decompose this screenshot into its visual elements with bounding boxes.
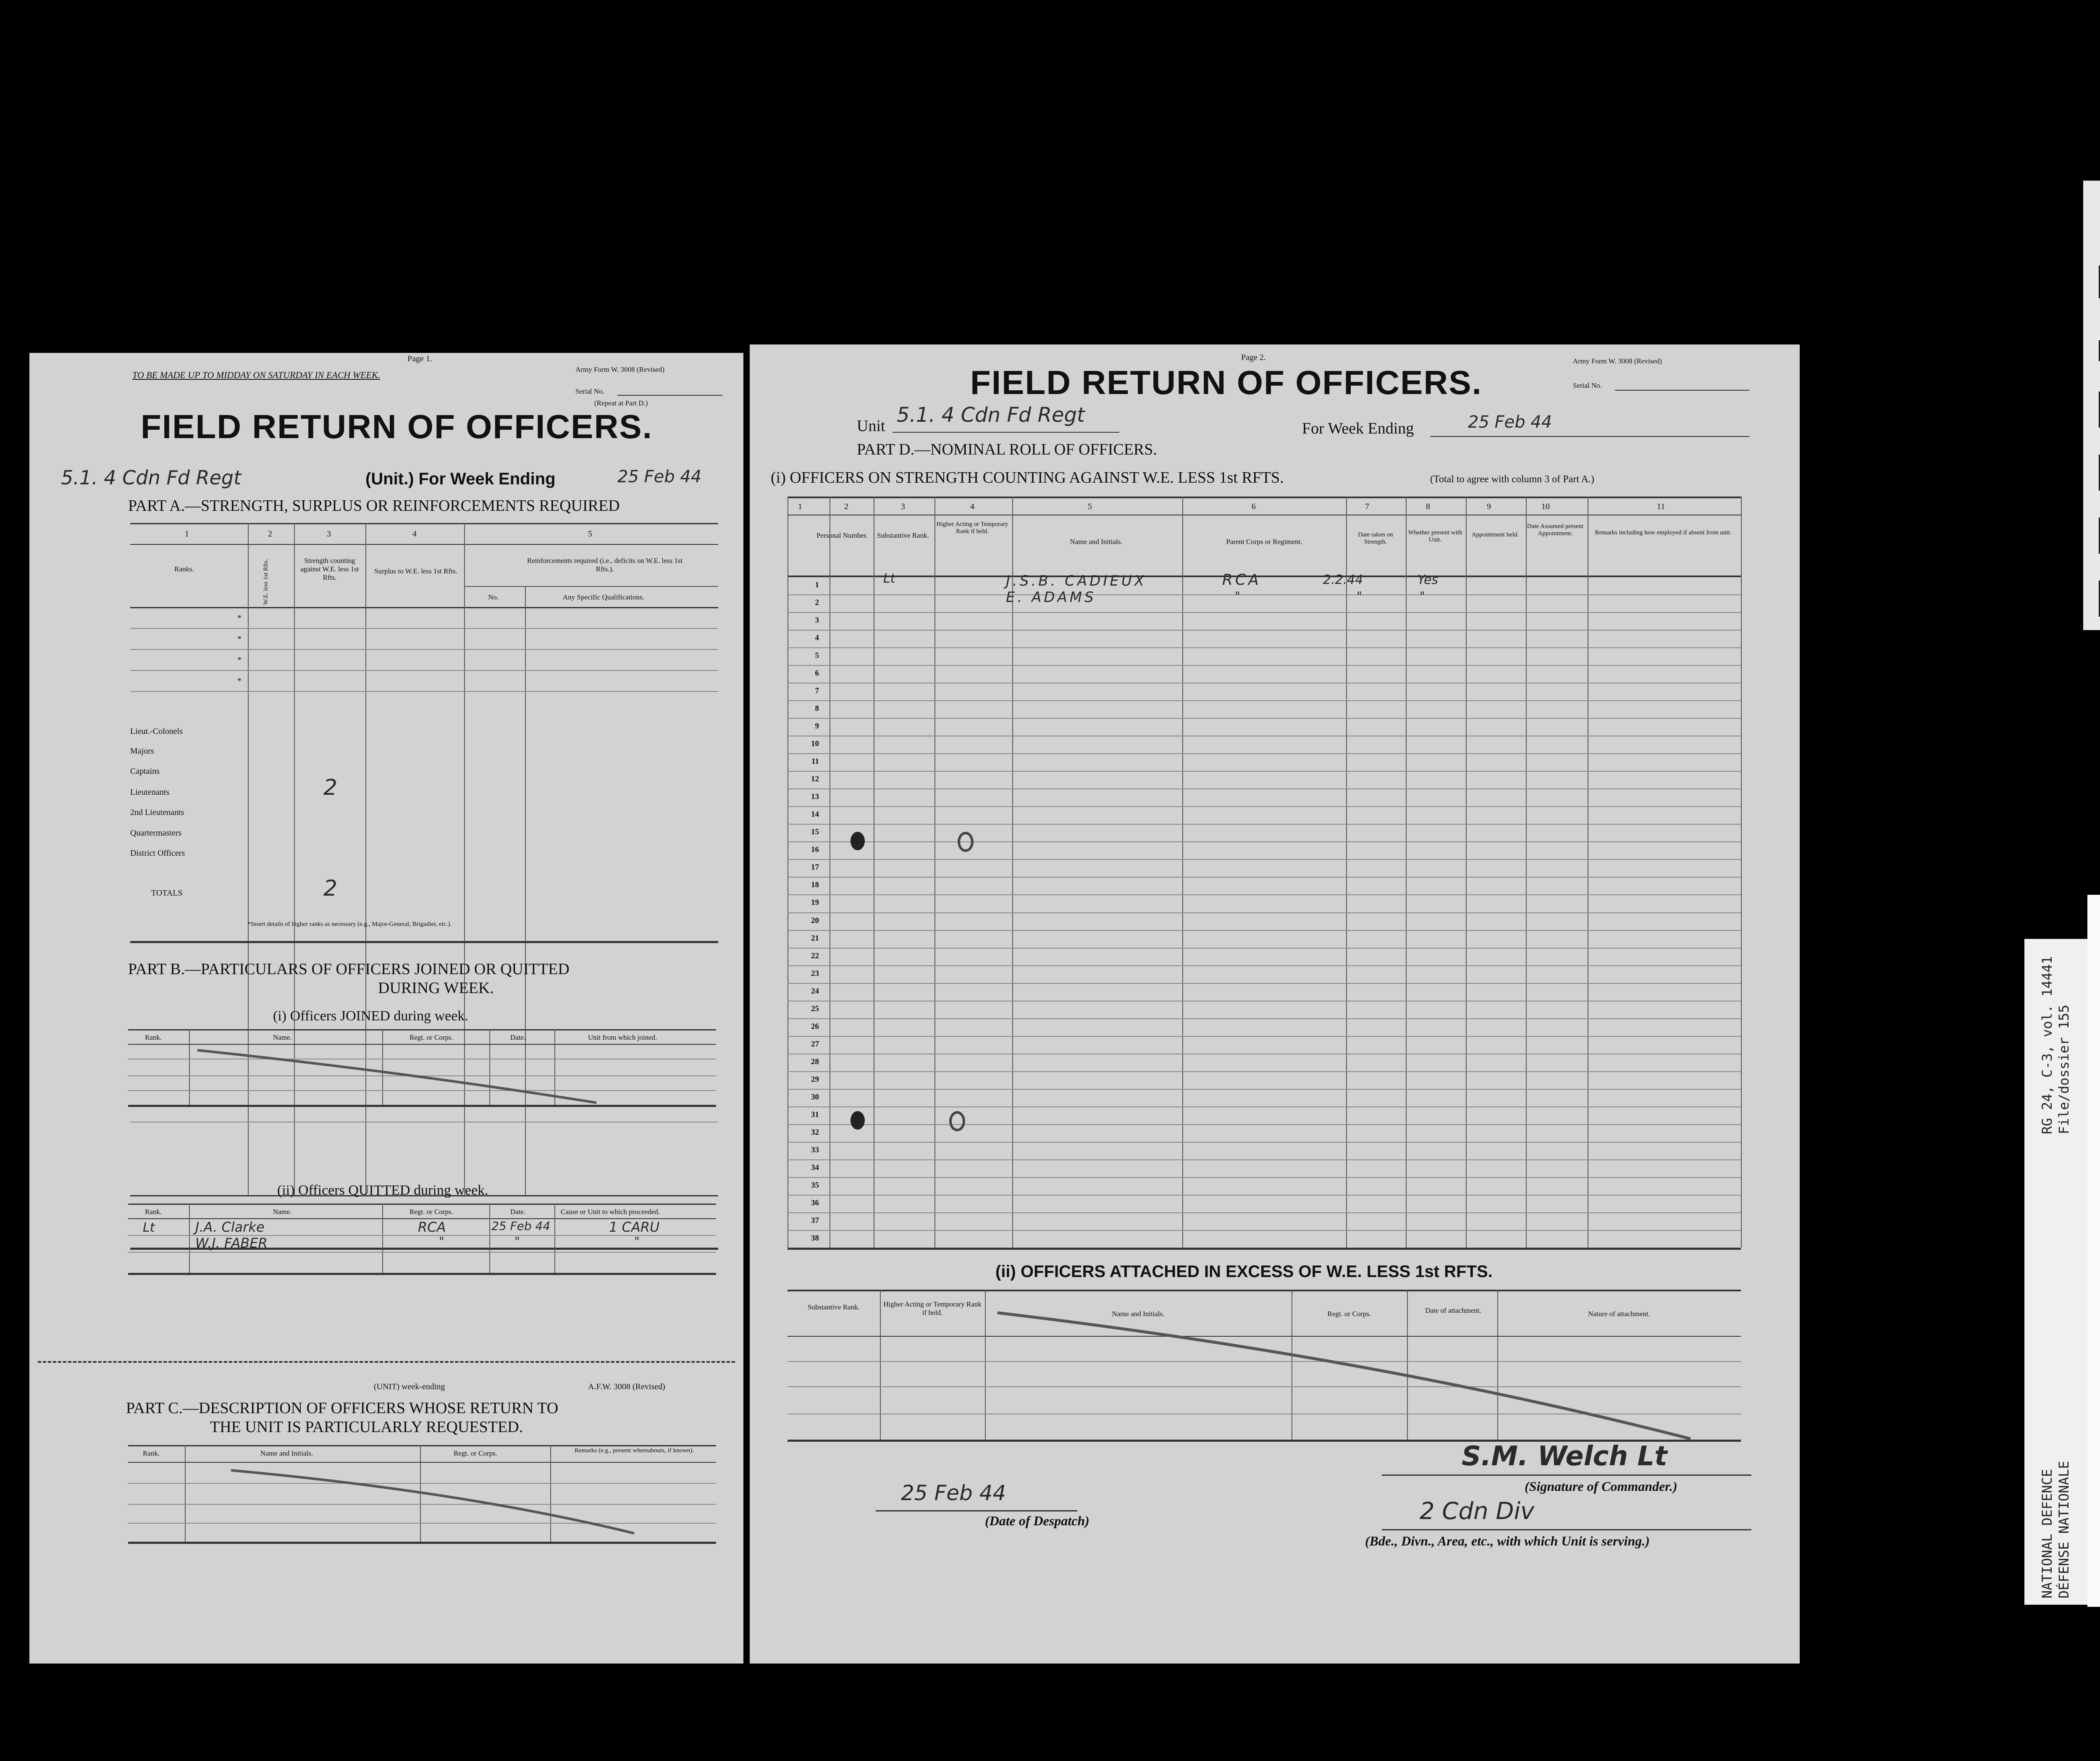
joined-col-date: Date.	[510, 1033, 526, 1041]
col-date-strength: Date taken on Strength.	[1358, 531, 1393, 545]
week-line-2	[1430, 436, 1749, 437]
roll-col-num-5: 5	[1088, 502, 1092, 511]
joined-col-name: Name.	[273, 1033, 292, 1041]
col-remarks: Remarks including how employed if absent from unit.	[1595, 529, 1732, 536]
roll-col-num-7: 7	[1365, 502, 1369, 511]
page-2-serial-line	[1615, 390, 1749, 391]
entry-2-name: E. ADAMS	[1006, 589, 1096, 606]
rank-lieutenants: Lieutenants	[130, 788, 170, 797]
row-number: 12	[811, 775, 819, 783]
col-num-5: 5	[588, 529, 592, 539]
roll-col-num-10: 10	[1541, 502, 1550, 511]
row-number: 13	[811, 792, 819, 801]
signature-label: (Signature of Commander.)	[1525, 1479, 1677, 1494]
col-present: Whether present with Unit.	[1408, 529, 1462, 543]
joined-col-unit: Unit from which joined.	[588, 1033, 657, 1041]
entry-1-present: Yes	[1418, 573, 1438, 587]
form-page-1	[29, 353, 743, 1664]
row-number: 8	[815, 704, 819, 713]
row-number: 4	[815, 633, 819, 642]
ii-col-nature: Nature of attachment.	[1588, 1310, 1650, 1318]
part-c-title-2: THE UNIT IS PARTICULARLY REQUESTED.	[210, 1418, 523, 1436]
row-number: 20	[811, 916, 819, 925]
grid-row-line	[788, 1124, 1741, 1125]
part-b-title-1: PART B.—PARTICULARS OF OFFICERS JOINED OR QUITTED	[128, 960, 570, 978]
roll-col-num-3: 3	[901, 502, 905, 511]
ii-col-date: Date of attachment.	[1425, 1306, 1481, 1314]
formation-line	[1382, 1529, 1751, 1530]
page-2-serial-label: Serial No.	[1573, 381, 1602, 389]
col-no: No.	[488, 593, 499, 601]
roll-col-num-6: 6	[1252, 502, 1256, 511]
part-c-void-stroke	[189, 1466, 651, 1538]
rank-quartermasters: Quartermasters	[130, 828, 182, 838]
page-2-label: Page 2.	[1241, 353, 1266, 362]
entry-1-date: 2.2.44	[1323, 573, 1363, 587]
grid-row-line	[788, 841, 1741, 842]
quitted-col-name: Name.	[273, 1208, 292, 1216]
row-number: 7	[815, 686, 819, 695]
page-2-title: FIELD RETURN OF OFFICERS.	[970, 364, 1482, 401]
col-num-2: 2	[268, 529, 272, 539]
page-title: FIELD RETURN OF OFFICERS.	[141, 408, 653, 445]
quitted-col-rank: Rank.	[145, 1208, 162, 1216]
commander-signature: S.M. Welch Lt	[1462, 1441, 1667, 1472]
roll-col-num-4: 4	[970, 502, 974, 511]
row-number: 30	[811, 1093, 819, 1101]
quitted-col-corps: Regt. or Corps.	[410, 1208, 453, 1216]
unit-value: 5.1. 4 Cdn Fd Regt	[61, 466, 242, 489]
week-label-2: For Week Ending	[1302, 420, 1414, 437]
page-2-form-id: Army Form W. 3008 (Revised)	[1573, 357, 1662, 365]
quitted-row-1-name: J.A. Clarke	[195, 1219, 265, 1235]
grid-column-line	[1406, 497, 1407, 1248]
instruction-text: TO BE MADE UP TO MIDDAY ON SATURDAY IN EACH WEEK.	[132, 370, 381, 380]
entry-2-present: "	[1420, 589, 1425, 603]
grid-row-line	[788, 612, 1741, 613]
dept-fr: DÉFENSE NATIONALE	[2056, 1461, 2072, 1598]
grid-row-line	[788, 665, 1741, 666]
despatch-label: (Date of Despatch)	[985, 1513, 1089, 1528]
col-we: W.E. less 1st Rfts.	[262, 559, 269, 605]
grid-row-line	[788, 647, 1741, 648]
roll-col-num-11: 11	[1657, 502, 1665, 511]
form-id: Army Form W. 3008 (Revised)	[575, 365, 665, 373]
entry-2-date: "	[1357, 589, 1362, 603]
row-number: 24	[811, 987, 819, 996]
col-num-4: 4	[412, 529, 417, 539]
col-strength: Strength counting against W.E. less 1st Rfts.	[300, 557, 359, 581]
punch-hole	[850, 832, 865, 850]
entry-1-name: J.S.B. CADIEUX	[1006, 573, 1147, 589]
part-c-col-rank: Rank.	[143, 1449, 160, 1457]
grid-row-line	[788, 594, 1741, 595]
attached-void-stroke	[993, 1306, 1707, 1443]
ii-col-name: Name and Initials.	[1112, 1310, 1165, 1318]
part-c-slip-form: A.F.W. 3008 (Revised)	[588, 1382, 665, 1391]
grid-row-line	[788, 912, 1741, 913]
col-parent-corps: Parent Corps or Regiment.	[1226, 538, 1302, 546]
quitted-col-date: Date.	[510, 1208, 526, 1216]
row-number: 18	[811, 880, 819, 889]
grid-row-line	[788, 1018, 1741, 1019]
grid-column-line	[934, 497, 935, 1248]
grid-row-line	[788, 877, 1741, 878]
formation-label: (Bde., Divn., Area, etc., with which Unit is serving.)	[1365, 1533, 1650, 1548]
serial-line	[617, 395, 722, 396]
grid-column-line	[1012, 497, 1013, 1248]
grid-row-line	[788, 1142, 1741, 1143]
row-number: 5	[815, 651, 819, 660]
col-num-1: 1	[185, 529, 189, 539]
row-number: 34	[811, 1163, 819, 1172]
week-ending-value: 25 Feb 44	[617, 467, 702, 486]
unit-line-2	[892, 432, 1119, 433]
col-date-assumed: Date Assumed present Appointment.	[1527, 523, 1584, 537]
roll-col-num-2: 2	[844, 502, 848, 511]
joined-col-corps: Regt. or Corps.	[410, 1033, 453, 1041]
form-page-2	[750, 344, 1800, 1664]
part-c-col-remarks: Remarks (e.g., present whereabouts, if known).	[574, 1447, 694, 1454]
row-number: 32	[811, 1128, 819, 1137]
section-ii-title: (ii) OFFICERS ATTACHED IN EXCESS OF W.E. LESS 1st RFTS.	[995, 1262, 1493, 1281]
grid-row-line	[788, 630, 1741, 631]
grid-row-line	[788, 753, 1741, 754]
quitted-row-2-corps: "	[439, 1234, 444, 1248]
part-a-footnote: *Insert details of higher ranks as necessary (e.g., Major-General, Brigadier, etc.).	[248, 921, 452, 928]
col-qual: Any Specific Qualifications.	[563, 593, 645, 601]
row-number: 25	[811, 1004, 819, 1013]
part-b-title-2: DURING WEEK.	[378, 979, 494, 997]
grid-row-line	[788, 948, 1741, 949]
row-number: 26	[811, 1022, 819, 1031]
page-label: Page 1.	[407, 354, 432, 363]
rank-majors: Majors	[130, 746, 154, 756]
quitted-row-1-date: 25 Feb 44	[491, 1219, 551, 1233]
despatch-line	[876, 1510, 1077, 1511]
row-number: 31	[811, 1110, 819, 1119]
roll-col-num-8: 8	[1426, 502, 1430, 511]
star-row-4: *	[237, 676, 242, 686]
col-appointment: Appointment held.	[1471, 531, 1519, 538]
unit-label-2: Unit	[857, 417, 885, 435]
part-c-col-name: Name and Initials.	[260, 1449, 313, 1457]
part-c-col-corps: Regt. or Corps.	[454, 1449, 497, 1457]
part-a-bottom-rule	[130, 941, 718, 943]
roll-col-num-1: 1	[798, 502, 802, 511]
row-number: 19	[811, 898, 819, 907]
grid-row-line	[788, 700, 1741, 701]
ii-col-higher: Higher Acting or Temporary Rank if held.	[883, 1300, 982, 1317]
row-number: 17	[811, 863, 819, 872]
national-archives-stamp	[2087, 895, 2100, 1607]
joined-title: (i) Officers JOINED during week.	[273, 1008, 468, 1024]
grid-row-line	[788, 1177, 1741, 1178]
col-num-3: 3	[327, 529, 331, 539]
quitted-row-1-corps: RCA	[418, 1219, 446, 1235]
rank-district-officers: District Officers	[130, 849, 185, 858]
grid-row-line	[788, 1195, 1741, 1196]
col-personal-number: Personal Number.	[816, 531, 868, 539]
row-number: 23	[811, 969, 819, 978]
row-number: 35	[811, 1181, 819, 1190]
grid-row-line	[788, 824, 1741, 825]
lieutenants-strength: 2	[323, 775, 338, 800]
rank-captains: Captains	[130, 767, 160, 776]
col-reinf: Reinforcements required (i.e., deficits on W.E. less 1st Rfts.).	[527, 557, 683, 573]
star-row-2: *	[237, 634, 242, 644]
grid-row-line	[788, 1159, 1741, 1160]
quitted-row-2-date: "	[514, 1234, 520, 1248]
quitted-row-1-cause: 1 CARU	[609, 1219, 660, 1235]
grid-column-line	[1182, 497, 1183, 1248]
entry-1-rank: Lt	[883, 571, 895, 586]
serial-label: Serial No.	[575, 387, 604, 395]
grid-row-line	[788, 965, 1741, 966]
grid-row-line	[788, 718, 1741, 719]
section-i-note: (Total to agree with column 3 of Part A.)	[1430, 474, 1594, 485]
row-number: 10	[811, 739, 819, 748]
frame-number-stamp	[2083, 181, 2100, 630]
rank-2nd-lieutenants: 2nd Lieutenants	[130, 808, 184, 817]
grid-column-line	[1526, 497, 1527, 1248]
row-number: 15	[811, 828, 819, 836]
row-number: 29	[811, 1075, 819, 1084]
grid-row-line	[788, 930, 1741, 931]
row-number: 9	[815, 722, 819, 731]
quitted-col-cause: Cause or Unit to which proceeded.	[561, 1208, 660, 1216]
row-number: 38	[811, 1234, 819, 1243]
row-number: 37	[811, 1216, 819, 1225]
col-surplus: Surplus to W.E. less 1st Rfts.	[374, 567, 457, 575]
row-number: 11	[811, 757, 819, 766]
grid-row-line	[788, 771, 1741, 772]
row-number: 1	[815, 581, 819, 589]
star-row-1: *	[237, 613, 242, 623]
grid-row-line	[788, 894, 1741, 895]
row-number: 6	[815, 669, 819, 678]
grid-row-line	[788, 1036, 1741, 1037]
grid-column-line	[1741, 497, 1742, 1248]
archive-ref-1: RG 24, C-3, vol. 14441	[2039, 956, 2055, 1134]
part-d-title: PART D.—NOMINAL ROLL OF OFFICERS.	[857, 441, 1157, 458]
grid-row-line	[788, 1230, 1741, 1231]
grid-row-line	[788, 1212, 1741, 1213]
despatch-value: 25 Feb 44	[901, 1481, 1006, 1505]
row-number: 21	[811, 934, 819, 943]
grid-column-line	[1346, 497, 1347, 1248]
roll-col-num-9: 9	[1487, 502, 1491, 511]
perforation-line	[38, 1361, 735, 1363]
col-higher-rank: Higher Acting or Temporary Rank if held.	[936, 521, 1008, 535]
quitted-row-2-name: W.J. FABER	[195, 1235, 268, 1251]
quitted-row-2-cause: "	[634, 1234, 640, 1248]
signature-line	[1382, 1475, 1751, 1476]
punch-hole	[850, 1111, 865, 1130]
unit-value-2: 5.1. 4 Cdn Fd Regt	[897, 403, 1085, 427]
joined-void-stroke	[189, 1046, 609, 1107]
ii-col-corps: Regt. or Corps.	[1327, 1310, 1371, 1318]
totals-strength: 2	[323, 876, 338, 901]
unit-label: (Unit.) For Week Ending	[365, 470, 556, 488]
section-i-title: (i) OFFICERS ON STRENGTH COUNTING AGAINST W.E. LESS 1st RFTS.	[771, 469, 1284, 486]
row-number: 27	[811, 1040, 819, 1049]
col-name-initials: Name and Initials.	[1070, 538, 1123, 546]
col-ranks: Ranks.	[174, 565, 194, 573]
row-number: 3	[815, 616, 819, 625]
ii-col-substantive: Substantive Rank.	[808, 1303, 860, 1311]
row-number: 33	[811, 1146, 819, 1154]
col-substantive-rank: Substantive Rank.	[877, 531, 929, 539]
archive-reference-stamp	[2024, 939, 2087, 1605]
part-c-slip-unit: (UNIT) week-ending	[374, 1382, 445, 1391]
punch-hole	[958, 832, 974, 852]
week-value-2: 25 Feb 44	[1468, 413, 1552, 432]
grid-row-line	[788, 983, 1741, 984]
row-number: 36	[811, 1199, 819, 1207]
rank-lieut-colonels: Lieut.-Colonels	[130, 727, 183, 736]
archive-ref-2: File/dossier 155	[2056, 1004, 2072, 1134]
formation-value: 2 Cdn Div	[1420, 1498, 1535, 1525]
part-a-title: PART A.—STRENGTH, SURPLUS OR REINFORCEMENTS REQUIRED	[128, 497, 620, 515]
quitted-row-1-rank: Lt	[143, 1220, 155, 1235]
star-row-3: *	[237, 655, 242, 665]
joined-col-rank: Rank.	[145, 1033, 162, 1041]
entry-2-corps: "	[1235, 589, 1240, 603]
totals-label: TOTALS	[151, 888, 183, 898]
row-number: 16	[811, 845, 819, 854]
row-number: 22	[811, 951, 819, 960]
grid-row-line	[788, 859, 1741, 860]
grid-row-line	[788, 1089, 1741, 1090]
quitted-title: (ii) Officers QUITTED during week.	[277, 1183, 488, 1198]
row-number: 28	[811, 1057, 819, 1066]
grid-row-line	[788, 806, 1741, 807]
punch-hole	[949, 1111, 965, 1131]
frame-number-graphic	[2083, 181, 2100, 630]
grid-row-line	[788, 1071, 1741, 1072]
row-number: 14	[811, 810, 819, 819]
row-number: 2	[815, 598, 819, 607]
dept-en: NATIONAL DEFENCE	[2039, 1469, 2055, 1598]
serial-note: (Repeat at Part D.)	[594, 399, 648, 407]
entry-1-corps: RCA	[1222, 571, 1261, 589]
grid-column-line	[1466, 497, 1467, 1248]
part-c-title-1: PART C.—DESCRIPTION OF OFFICERS WHOSE RETURN TO	[126, 1399, 559, 1417]
